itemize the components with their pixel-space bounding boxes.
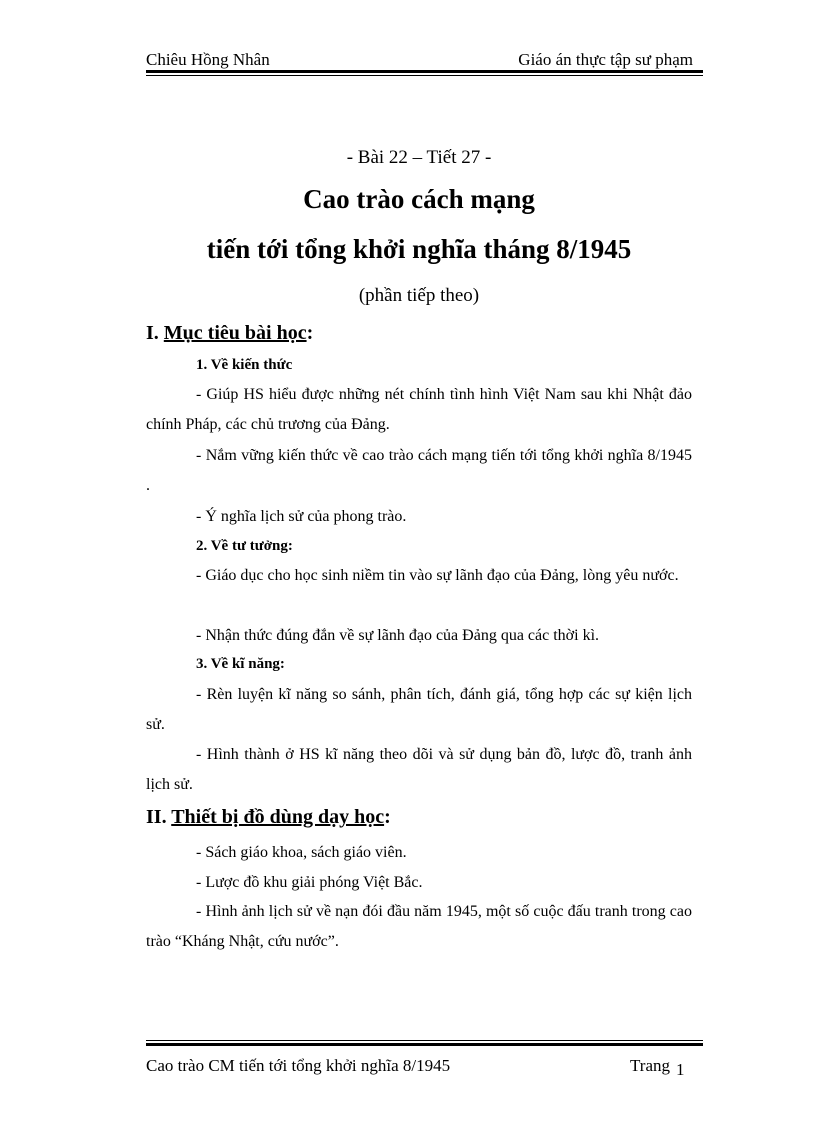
footer-rule-thin [146, 1040, 703, 1041]
section2-item-1: - Sách giáo khoa, sách giáo viên. [196, 844, 407, 861]
sub2-heading: 2. Về tư tưởng: [196, 538, 293, 554]
footer-rule-thick [146, 1043, 703, 1046]
header-author: Chiêu Hồng Nhân [146, 50, 270, 69]
sub1-item-3: - Ý nghĩa lịch sử của phong trào. [196, 508, 407, 525]
sub3-item-1: - Rèn luyện kĩ năng so sánh, phân tích, đánh giá, tổng hợp các sự kiện lịch sử. [146, 686, 692, 733]
section2-colon: : [384, 806, 391, 828]
sub1-heading: 1. Về kiến thức [196, 357, 293, 373]
section1-heading [146, 322, 313, 345]
section2-title: Thiết bị đồ dùng dạy học [171, 806, 385, 828]
section2-item-3: - Hình ảnh lịch sử về nạn đói đầu năm 1945, một số cuộc đấu tranh trong cao trào “Kháng Nhật, cứu nước”. [146, 903, 692, 950]
sub1-item-1: - Giúp HS hiểu được những nét chính tình hình Việt Nam sau khi Nhật đảo chính Pháp, các chủ trương của Đảng. [146, 386, 692, 433]
header-rule-thin [146, 75, 703, 76]
section2-number: II. [146, 806, 167, 828]
page-header [146, 50, 703, 68]
footer-page-label: Trang [630, 1056, 670, 1075]
header-doc-type: Giáo án thực tập sư phạm [518, 50, 693, 69]
sub3-heading: 3. Về kĩ năng: [196, 656, 285, 672]
footer-title: Cao trào CM tiến tới tổng khởi nghĩa 8/1945 [146, 1056, 451, 1075]
main-title-line2: tiến tới tổng khởi nghĩa tháng 8/1945 [206, 234, 632, 264]
sub3-item-2: - Hình thành ở HS kĩ năng theo dõi và sử dụng bản đồ, lược đồ, tranh ảnh lịch sử. [146, 746, 692, 793]
footer-page-number: 1 [676, 1060, 685, 1079]
section2-heading [146, 806, 391, 829]
section1-title: Mục tiêu bài học [163, 322, 307, 344]
main-title-line1: Cao trào cách mạng [303, 184, 535, 214]
lesson-number: - Bài 22 – Tiết 27 - [346, 147, 492, 168]
sub2-item-2: - Nhận thức đúng đắn về sự lãnh đạo của Đảng qua các thời kì. [196, 627, 600, 644]
header-rule-thick [146, 70, 703, 73]
section2-item-2: - Lược đồ khu giải phóng Việt Bắc. [196, 874, 423, 891]
footer-page [630, 1056, 685, 1079]
subtitle: (phần tiếp theo) [358, 285, 480, 306]
sub1-item-2: - Nắm vững kiến thức về cao trào cách mạng tiến tới tổng khởi nghĩa 8/1945 . [146, 447, 692, 494]
section1-number: I. [146, 322, 159, 344]
sub2-item-1: - Giáo dục cho học sinh niềm tin vào sự lãnh đạo của Đảng, lòng yêu nước. [196, 567, 679, 584]
section1-colon: : [306, 322, 314, 344]
